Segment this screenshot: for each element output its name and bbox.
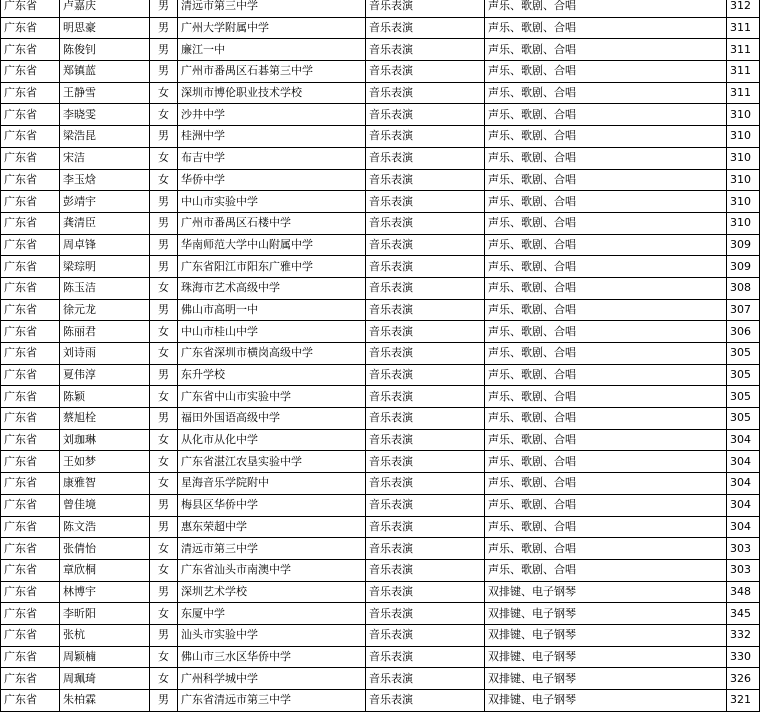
direction-cell: 双排键、电子钢琴 bbox=[485, 581, 727, 603]
major-cell: 音乐表演 bbox=[366, 321, 485, 343]
table-row bbox=[1, 0, 760, 17]
direction-cell: 声乐、歌剧、合唱 bbox=[485, 17, 727, 39]
province-cell: 广东省 bbox=[1, 559, 60, 581]
major-cell: 音乐表演 bbox=[366, 473, 485, 495]
gender-cell: 男 bbox=[150, 299, 178, 321]
gender-cell: 男 bbox=[150, 494, 178, 516]
province-cell: 广东省 bbox=[1, 690, 60, 712]
score-cell: 345 bbox=[727, 603, 760, 625]
score-cell: 330 bbox=[727, 646, 760, 668]
school-cell: 广州市番禺区石楼中学 bbox=[178, 212, 366, 234]
table-row bbox=[1, 191, 760, 213]
score-cell: 332 bbox=[727, 624, 760, 646]
direction-cell: 声乐、歌剧、合唱 bbox=[485, 494, 727, 516]
major-cell: 音乐表演 bbox=[366, 169, 485, 191]
table-row bbox=[1, 321, 760, 343]
school-cell: 清远市第三中学 bbox=[178, 538, 366, 560]
name-cell: 张倩怡 bbox=[60, 538, 150, 560]
table-row bbox=[1, 408, 760, 430]
province-cell: 广东省 bbox=[1, 321, 60, 343]
table-row bbox=[1, 473, 760, 495]
school-cell: 广东省汕头市南澳中学 bbox=[178, 559, 366, 581]
table-row bbox=[1, 624, 760, 646]
direction-cell: 声乐、歌剧、合唱 bbox=[485, 82, 727, 104]
major-cell: 音乐表演 bbox=[366, 299, 485, 321]
school-cell: 深圳市博伦职业技术学校 bbox=[178, 82, 366, 104]
school-cell: 广东省阳江市阳东广雅中学 bbox=[178, 256, 366, 278]
province-cell: 广东省 bbox=[1, 104, 60, 126]
province-cell: 广东省 bbox=[1, 516, 60, 538]
score-cell: 311 bbox=[727, 82, 760, 104]
name-cell: 徐元龙 bbox=[60, 299, 150, 321]
score-cell: 308 bbox=[727, 277, 760, 299]
score-cell: 303 bbox=[727, 559, 760, 581]
direction-cell: 声乐、歌剧、合唱 bbox=[485, 559, 727, 581]
table-row bbox=[1, 169, 760, 191]
major-cell: 音乐表演 bbox=[366, 559, 485, 581]
table-row bbox=[1, 39, 760, 61]
score-cell: 311 bbox=[727, 61, 760, 83]
province-cell: 广东省 bbox=[1, 581, 60, 603]
table-row bbox=[1, 256, 760, 278]
school-cell: 东升学校 bbox=[178, 364, 366, 386]
score-cell: 309 bbox=[727, 234, 760, 256]
score-cell: 307 bbox=[727, 299, 760, 321]
school-cell: 华侨中学 bbox=[178, 169, 366, 191]
score-cell: 304 bbox=[727, 429, 760, 451]
score-cell: 305 bbox=[727, 343, 760, 365]
direction-cell: 声乐、歌剧、合唱 bbox=[485, 364, 727, 386]
gender-cell: 男 bbox=[150, 212, 178, 234]
gender-cell: 女 bbox=[150, 603, 178, 625]
school-cell: 福田外国语高级中学 bbox=[178, 408, 366, 430]
name-cell: 李玉焓 bbox=[60, 169, 150, 191]
table-row bbox=[1, 126, 760, 148]
gender-cell: 男 bbox=[150, 61, 178, 83]
name-cell: 朱柏霖 bbox=[60, 690, 150, 712]
direction-cell: 双排键、电子钢琴 bbox=[485, 646, 727, 668]
gender-cell: 女 bbox=[150, 646, 178, 668]
province-cell: 广东省 bbox=[1, 624, 60, 646]
major-cell: 音乐表演 bbox=[366, 364, 485, 386]
score-cell: 310 bbox=[727, 147, 760, 169]
province-cell: 广东省 bbox=[1, 408, 60, 430]
major-cell: 音乐表演 bbox=[366, 234, 485, 256]
major-cell: 音乐表演 bbox=[366, 277, 485, 299]
province-cell: 广东省 bbox=[1, 256, 60, 278]
gender-cell: 男 bbox=[150, 624, 178, 646]
score-cell: 310 bbox=[727, 126, 760, 148]
name-cell: 陈丽君 bbox=[60, 321, 150, 343]
major-cell: 音乐表演 bbox=[366, 429, 485, 451]
province-cell: 广东省 bbox=[1, 0, 60, 17]
major-cell: 音乐表演 bbox=[366, 408, 485, 430]
major-cell: 音乐表演 bbox=[366, 668, 485, 690]
major-cell: 音乐表演 bbox=[366, 191, 485, 213]
school-cell: 星海音乐学院附中 bbox=[178, 473, 366, 495]
school-cell: 广州市番禺区石碁第三中学 bbox=[178, 61, 366, 83]
school-cell: 广东省湛江农垦实验中学 bbox=[178, 451, 366, 473]
gender-cell: 男 bbox=[150, 17, 178, 39]
direction-cell: 声乐、歌剧、合唱 bbox=[485, 277, 727, 299]
gender-cell: 男 bbox=[150, 690, 178, 712]
gender-cell: 男 bbox=[150, 256, 178, 278]
direction-cell: 声乐、歌剧、合唱 bbox=[485, 473, 727, 495]
school-cell: 惠东荣超中学 bbox=[178, 516, 366, 538]
direction-cell: 声乐、歌剧、合唱 bbox=[485, 169, 727, 191]
direction-cell: 声乐、歌剧、合唱 bbox=[485, 61, 727, 83]
name-cell: 梁琮明 bbox=[60, 256, 150, 278]
province-cell: 广东省 bbox=[1, 212, 60, 234]
school-cell: 中山市桂山中学 bbox=[178, 321, 366, 343]
table-row bbox=[1, 104, 760, 126]
major-cell: 音乐表演 bbox=[366, 17, 485, 39]
name-cell: 王如梦 bbox=[60, 451, 150, 473]
name-cell: 章欣桐 bbox=[60, 559, 150, 581]
table-row bbox=[1, 603, 760, 625]
direction-cell: 声乐、歌剧、合唱 bbox=[485, 256, 727, 278]
major-cell: 音乐表演 bbox=[366, 451, 485, 473]
school-cell: 汕头市实验中学 bbox=[178, 624, 366, 646]
province-cell: 广东省 bbox=[1, 191, 60, 213]
school-cell: 东厦中学 bbox=[178, 603, 366, 625]
direction-cell: 声乐、歌剧、合唱 bbox=[485, 538, 727, 560]
province-cell: 广东省 bbox=[1, 364, 60, 386]
school-cell: 清远市第三中学 bbox=[178, 0, 366, 17]
school-cell: 珠海市艺术高级中学 bbox=[178, 277, 366, 299]
major-cell: 音乐表演 bbox=[366, 256, 485, 278]
school-cell: 梅县区华侨中学 bbox=[178, 494, 366, 516]
major-cell: 音乐表演 bbox=[366, 61, 485, 83]
table-row bbox=[1, 17, 760, 39]
score-cell: 310 bbox=[727, 212, 760, 234]
province-cell: 广东省 bbox=[1, 473, 60, 495]
table-row bbox=[1, 559, 760, 581]
province-cell: 广东省 bbox=[1, 538, 60, 560]
gender-cell: 女 bbox=[150, 429, 178, 451]
direction-cell: 声乐、歌剧、合唱 bbox=[485, 39, 727, 61]
name-cell: 彭靖宇 bbox=[60, 191, 150, 213]
name-cell: 陈玉洁 bbox=[60, 277, 150, 299]
score-cell: 311 bbox=[727, 17, 760, 39]
direction-cell: 声乐、歌剧、合唱 bbox=[485, 516, 727, 538]
direction-cell: 声乐、歌剧、合唱 bbox=[485, 321, 727, 343]
table-row bbox=[1, 364, 760, 386]
name-cell: 林博宇 bbox=[60, 581, 150, 603]
score-cell: 304 bbox=[727, 473, 760, 495]
score-cell: 312 bbox=[727, 0, 760, 17]
major-cell: 音乐表演 bbox=[366, 603, 485, 625]
table-row bbox=[1, 646, 760, 668]
name-cell: 郑镇蓝 bbox=[60, 61, 150, 83]
direction-cell: 声乐、歌剧、合唱 bbox=[485, 408, 727, 430]
table-row bbox=[1, 494, 760, 516]
score-cell: 326 bbox=[727, 668, 760, 690]
name-cell: 龚清臣 bbox=[60, 212, 150, 234]
gender-cell: 男 bbox=[150, 516, 178, 538]
score-cell: 304 bbox=[727, 494, 760, 516]
name-cell: 王静雪 bbox=[60, 82, 150, 104]
score-cell: 311 bbox=[727, 39, 760, 61]
major-cell: 音乐表演 bbox=[366, 82, 485, 104]
table-row bbox=[1, 147, 760, 169]
score-cell: 309 bbox=[727, 256, 760, 278]
score-cell: 348 bbox=[727, 581, 760, 603]
gender-cell: 女 bbox=[150, 277, 178, 299]
direction-cell: 双排键、电子钢琴 bbox=[485, 690, 727, 712]
score-cell: 310 bbox=[727, 191, 760, 213]
table-row bbox=[1, 429, 760, 451]
direction-cell: 声乐、歌剧、合唱 bbox=[485, 451, 727, 473]
gender-cell: 男 bbox=[150, 126, 178, 148]
name-cell: 陈颖 bbox=[60, 386, 150, 408]
name-cell: 明思豪 bbox=[60, 17, 150, 39]
major-cell: 音乐表演 bbox=[366, 646, 485, 668]
major-cell: 音乐表演 bbox=[366, 39, 485, 61]
score-cell: 310 bbox=[727, 104, 760, 126]
direction-cell: 双排键、电子钢琴 bbox=[485, 624, 727, 646]
table-row bbox=[1, 61, 760, 83]
table-row bbox=[1, 343, 760, 365]
gender-cell: 女 bbox=[150, 668, 178, 690]
province-cell: 广东省 bbox=[1, 277, 60, 299]
score-cell: 304 bbox=[727, 516, 760, 538]
direction-cell: 声乐、歌剧、合唱 bbox=[485, 386, 727, 408]
gender-cell: 男 bbox=[150, 408, 178, 430]
major-cell: 音乐表演 bbox=[366, 494, 485, 516]
name-cell: 陈俊钊 bbox=[60, 39, 150, 61]
table-row bbox=[1, 690, 760, 712]
direction-cell: 声乐、歌剧、合唱 bbox=[485, 147, 727, 169]
score-cell: 305 bbox=[727, 408, 760, 430]
province-cell: 广东省 bbox=[1, 494, 60, 516]
province-cell: 广东省 bbox=[1, 386, 60, 408]
table-row bbox=[1, 82, 760, 104]
name-cell: 宋洁 bbox=[60, 147, 150, 169]
direction-cell: 声乐、歌剧、合唱 bbox=[485, 299, 727, 321]
province-cell: 广东省 bbox=[1, 668, 60, 690]
gender-cell: 女 bbox=[150, 538, 178, 560]
school-cell: 中山市实验中学 bbox=[178, 191, 366, 213]
table-row bbox=[1, 212, 760, 234]
name-cell: 卢嘉庆 bbox=[60, 0, 150, 17]
gender-cell: 女 bbox=[150, 321, 178, 343]
major-cell: 音乐表演 bbox=[366, 581, 485, 603]
name-cell: 李昕阳 bbox=[60, 603, 150, 625]
direction-cell: 声乐、歌剧、合唱 bbox=[485, 191, 727, 213]
school-cell: 华南师范大学中山附属中学 bbox=[178, 234, 366, 256]
gender-cell: 女 bbox=[150, 104, 178, 126]
gender-cell: 女 bbox=[150, 169, 178, 191]
school-cell: 广州科学城中学 bbox=[178, 668, 366, 690]
name-cell: 刘诗雨 bbox=[60, 343, 150, 365]
direction-cell: 声乐、歌剧、合唱 bbox=[485, 212, 727, 234]
name-cell: 周珮琦 bbox=[60, 668, 150, 690]
gender-cell: 女 bbox=[150, 386, 178, 408]
score-cell: 305 bbox=[727, 364, 760, 386]
school-cell: 深圳艺术学校 bbox=[178, 581, 366, 603]
score-cell: 305 bbox=[727, 386, 760, 408]
gender-cell: 女 bbox=[150, 82, 178, 104]
province-cell: 广东省 bbox=[1, 429, 60, 451]
major-cell: 音乐表演 bbox=[366, 516, 485, 538]
name-cell: 刘珈琳 bbox=[60, 429, 150, 451]
major-cell: 音乐表演 bbox=[366, 538, 485, 560]
province-cell: 广东省 bbox=[1, 603, 60, 625]
province-cell: 广东省 bbox=[1, 234, 60, 256]
gender-cell: 男 bbox=[150, 191, 178, 213]
name-cell: 陈文浩 bbox=[60, 516, 150, 538]
province-cell: 广东省 bbox=[1, 39, 60, 61]
direction-cell: 声乐、歌剧、合唱 bbox=[485, 104, 727, 126]
gender-cell: 女 bbox=[150, 559, 178, 581]
school-cell: 廉江一中 bbox=[178, 39, 366, 61]
school-cell: 广东省深圳市横岗高级中学 bbox=[178, 343, 366, 365]
province-cell: 广东省 bbox=[1, 451, 60, 473]
table-body bbox=[1, 0, 760, 711]
score-cell: 310 bbox=[727, 169, 760, 191]
direction-cell: 声乐、歌剧、合唱 bbox=[485, 0, 727, 17]
school-cell: 沙井中学 bbox=[178, 104, 366, 126]
school-cell: 广东省中山市实验中学 bbox=[178, 386, 366, 408]
score-cell: 303 bbox=[727, 538, 760, 560]
gender-cell: 男 bbox=[150, 0, 178, 17]
name-cell: 周卓锋 bbox=[60, 234, 150, 256]
major-cell: 音乐表演 bbox=[366, 386, 485, 408]
name-cell: 蔡旭栓 bbox=[60, 408, 150, 430]
score-cell: 306 bbox=[727, 321, 760, 343]
major-cell: 音乐表演 bbox=[366, 624, 485, 646]
gender-cell: 男 bbox=[150, 234, 178, 256]
major-cell: 音乐表演 bbox=[366, 0, 485, 17]
gender-cell: 男 bbox=[150, 39, 178, 61]
province-cell: 广东省 bbox=[1, 82, 60, 104]
province-cell: 广东省 bbox=[1, 299, 60, 321]
school-cell: 桂洲中学 bbox=[178, 126, 366, 148]
table-row bbox=[1, 668, 760, 690]
name-cell: 曾佳境 bbox=[60, 494, 150, 516]
direction-cell: 双排键、电子钢琴 bbox=[485, 668, 727, 690]
school-cell: 佛山市高明一中 bbox=[178, 299, 366, 321]
province-cell: 广东省 bbox=[1, 646, 60, 668]
gender-cell: 女 bbox=[150, 473, 178, 495]
direction-cell: 声乐、歌剧、合唱 bbox=[485, 126, 727, 148]
name-cell: 周颖楠 bbox=[60, 646, 150, 668]
school-cell: 布吉中学 bbox=[178, 147, 366, 169]
major-cell: 音乐表演 bbox=[366, 343, 485, 365]
table-row bbox=[1, 581, 760, 603]
name-cell: 夏伟淳 bbox=[60, 364, 150, 386]
direction-cell: 声乐、歌剧、合唱 bbox=[485, 234, 727, 256]
name-cell: 张杭 bbox=[60, 624, 150, 646]
direction-cell: 声乐、歌剧、合唱 bbox=[485, 429, 727, 451]
name-cell: 梁浩昆 bbox=[60, 126, 150, 148]
direction-cell: 双排键、电子钢琴 bbox=[485, 603, 727, 625]
table-row bbox=[1, 386, 760, 408]
table-row bbox=[1, 299, 760, 321]
school-cell: 佛山市三水区华侨中学 bbox=[178, 646, 366, 668]
gender-cell: 女 bbox=[150, 147, 178, 169]
gender-cell: 女 bbox=[150, 451, 178, 473]
score-cell: 304 bbox=[727, 451, 760, 473]
table-row bbox=[1, 516, 760, 538]
table-row bbox=[1, 277, 760, 299]
province-cell: 广东省 bbox=[1, 169, 60, 191]
school-cell: 广东省清远市第三中学 bbox=[178, 690, 366, 712]
name-cell: 康雅智 bbox=[60, 473, 150, 495]
table-row bbox=[1, 538, 760, 560]
major-cell: 音乐表演 bbox=[366, 147, 485, 169]
gender-cell: 女 bbox=[150, 343, 178, 365]
province-cell: 广东省 bbox=[1, 61, 60, 83]
province-cell: 广东省 bbox=[1, 17, 60, 39]
province-cell: 广东省 bbox=[1, 147, 60, 169]
gender-cell: 男 bbox=[150, 581, 178, 603]
table-row bbox=[1, 451, 760, 473]
table-row bbox=[1, 234, 760, 256]
major-cell: 音乐表演 bbox=[366, 212, 485, 234]
major-cell: 音乐表演 bbox=[366, 690, 485, 712]
direction-cell: 声乐、歌剧、合唱 bbox=[485, 343, 727, 365]
score-cell: 321 bbox=[727, 690, 760, 712]
school-cell: 广州大学附属中学 bbox=[178, 17, 366, 39]
school-cell: 从化市从化中学 bbox=[178, 429, 366, 451]
name-cell: 李晓雯 bbox=[60, 104, 150, 126]
major-cell: 音乐表演 bbox=[366, 126, 485, 148]
province-cell: 广东省 bbox=[1, 126, 60, 148]
major-cell: 音乐表演 bbox=[366, 104, 485, 126]
province-cell: 广东省 bbox=[1, 343, 60, 365]
gender-cell: 男 bbox=[150, 364, 178, 386]
